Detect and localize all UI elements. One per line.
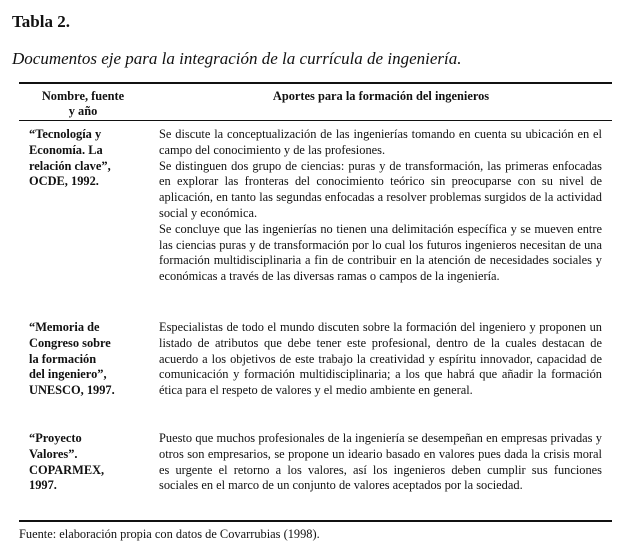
table-bottom-rule [19, 520, 612, 522]
row-1-text: Se discute la conceptualización de las ingenierías tomando en cuenta su ubicación en el campo del conocimiento y de las profesiones. Se distinguen dos grupo de ciencias: puras y de transformación, las primeras enfocadas en explorar las fronteras del conocimiento teórico sin preocuparse con su nivel de aplicación, en tanto las segundas enfocadas a resolver problemas surgidos de la actividad social y económica. Se concluye que las ingenierías no tienen una delimitación específica y se mueven entre las ciencias puras y de transformación por lo cual los futuros ingenieros necesitan de una formación multidisciplinaria a fin de contribuir en la atención de necesidades sociales y económicas a través de las diversas ramas o campos de la ingeniería. [159, 127, 602, 284]
row-3-text: Puesto que muchos profesionales de la ingeniería se desempeñan en empresas privadas y otros son empresarios, se propone un ideario basado en valores pues dada la crisis moral es urgente el retorno a los valores, así los ingenieros deben cumplir sus funciones sociales en el marco de un conjunto de valores aceptados por la sociedad. [159, 431, 602, 493]
table-caption: Documentos eje para la integración de la currícula de ingeniería. [12, 49, 462, 68]
table-source-note: Fuente: elaboración propia con datos de Covarrubias (1998). [19, 527, 320, 541]
row-3-name: “Proyecto Valores”. COPARMEX, 1997. [29, 431, 105, 493]
row-1-name: “Tecnología y Economía. La relación clave”, OCDE, 1992. [29, 127, 111, 189]
table-label: Tabla 2. [12, 12, 70, 31]
table-top-rule [19, 82, 612, 84]
header-name-source-year: Nombre, fuente y año [41, 89, 125, 118]
row-2-name: “Memoria de Congreso sobre la formación del ingeniero”, UNESCO, 1997. [29, 320, 115, 398]
table-header-rule [19, 120, 612, 121]
row-2-text: Especialistas de todo el mundo discuten sobre la formación del ingeniero y proponen un listado de atributos que debe tener este profesional, dentro de la cuales destacan de acuerdo a los objetivos de este trabajo la creatividad y espíritu innovador, capacidad de comunicación y formación multidisciplinaria; a los que habrá que añadir la formación ética para el respeto de valores y el medio ambiente en general. [159, 320, 602, 398]
header-contributions: Aportes para la formación del ingenieros [272, 89, 490, 103]
